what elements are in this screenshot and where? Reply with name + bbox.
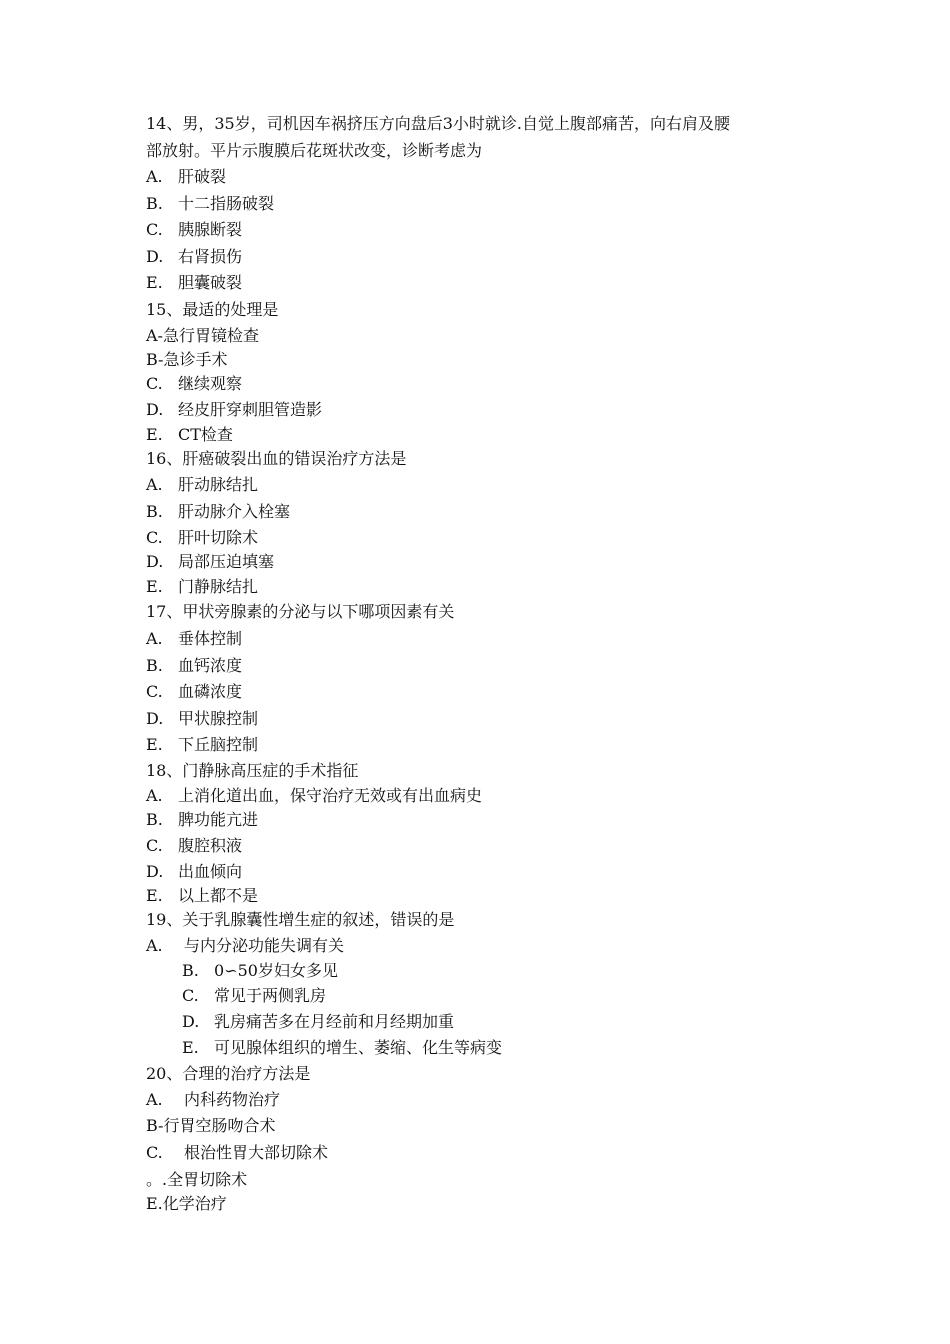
option-text: 内科药物治疗 [184,1090,281,1109]
option-letter: C. [146,682,163,701]
question-17-stem: 17、甲状旁腺素的分泌与以下哪项因素有关 [146,602,455,621]
q17-option-e [146,735,258,755]
option-letter: E. [146,886,163,905]
q18-option-a [146,786,482,806]
option-letter: E. [146,425,163,444]
q14-option-e [146,273,242,293]
option-text: 出血倾向 [178,862,243,881]
q17-option-c [146,682,242,702]
option-text: 胆囊破裂 [178,273,243,292]
option-text: 门静脉结扎 [178,577,259,596]
q15-option-b: B-急诊手术 [146,350,228,369]
question-14-stem-line1: 14、男，35岁，司机因车祸挤压方向盘后3小时就诊.自觉上腹部痛苦，向右肩及腰 [146,114,730,133]
option-letter: D. [182,1012,200,1031]
option-text: 以上都不是 [178,886,259,905]
q16-option-b [146,502,290,522]
q20-option-c [146,1143,328,1163]
option-letter: A. [146,629,163,648]
option-letter: E. [182,1038,199,1057]
option-text: 下丘脑控制 [178,735,259,754]
option-text: 垂体控制 [178,629,243,648]
option-letter: B. [146,502,163,521]
q18-option-e [146,886,258,906]
q19-option-d [182,1012,454,1032]
option-letter: D. [146,247,164,266]
option-text: 肝叶切除术 [178,528,259,547]
question-18-stem: 18、门静脉高压症的手术指征 [146,761,359,780]
option-letter: D. [146,709,164,728]
option-letter: A. [146,475,163,494]
option-letter: B. [182,961,199,980]
option-text: 脾功能亢进 [178,810,259,829]
option-text: 与内分泌功能失调有关 [184,936,345,955]
q15-option-e [146,425,233,445]
option-text: 上消化道出血，保守治疗无效或有出血病史 [178,786,483,805]
q19-option-a [146,936,344,956]
option-letter: A. [146,1090,163,1109]
option-text: 乳房痛苦多在月经前和月经期加重 [214,1012,455,1031]
option-text: 根治性胃大部切除术 [184,1143,329,1162]
q16-option-a [146,475,258,495]
option-letter: E. [146,577,163,596]
option-letter: E. [146,735,163,754]
option-letter: C. [146,528,163,547]
q17-option-a [146,629,242,649]
option-letter: E. [146,273,163,292]
question-15-stem: 15、最适的处理是 [146,300,279,319]
option-letter: B. [146,656,163,675]
q19-option-e [182,1038,502,1058]
q17-option-d [146,709,258,729]
question-16-stem: 16、肝癌破裂出血的错误治疗方法是 [146,449,407,468]
q19-option-b [182,961,338,981]
question-19-stem: 19、关于乳腺囊性增生症的叙述，错误的是 [146,910,455,929]
option-text: 继续观察 [178,374,243,393]
option-letter: D. [146,552,164,571]
option-letter: C. [146,1143,163,1162]
option-letter: A. [146,936,163,955]
option-text: 肝破裂 [178,167,227,186]
option-letter: C. [146,374,163,393]
q20-option-a [146,1090,280,1110]
q14-option-b [146,194,274,214]
q14-option-d [146,247,242,267]
option-text: CT检查 [178,425,233,444]
option-letter: C. [182,986,199,1005]
option-text: 十二指肠破裂 [178,194,275,213]
q18-option-c [146,836,242,856]
question-14-stem-line2: 部放射。平片示腹膜后花斑状改变，诊断考虑为 [146,141,483,160]
option-letter: B. [146,194,163,213]
option-text: 局部压迫填塞 [178,552,275,571]
option-letter: D. [146,400,164,419]
option-text: 右肾损伤 [178,247,243,266]
q16-option-c [146,528,258,548]
option-letter: D. [146,862,164,881]
option-letter: A. [146,167,163,186]
q20-option-d: 。.全胃切除术 [146,1170,248,1189]
option-letter: C. [146,220,163,239]
q14-option-c [146,220,242,240]
q16-option-d [146,552,274,572]
q14-option-a [146,167,226,187]
option-text: 血钙浓度 [178,656,243,675]
option-text: 肝动脉结扎 [178,475,259,494]
q15-option-d [146,400,322,420]
option-text: 经皮肝穿刺胆管造影 [178,400,323,419]
q15-option-a: A-急行胃镜检查 [146,326,259,345]
option-text: 常见于两侧乳房 [214,986,327,1005]
option-text: 腹腔积液 [178,836,243,855]
q19-option-c [182,986,326,1006]
question-20-stem: 20、合理的治疗方法是 [146,1064,311,1083]
q18-option-d [146,862,242,882]
q20-option-e: E.化学治疗 [146,1194,227,1213]
option-text: 甲状腺控制 [178,709,259,728]
q18-option-b [146,810,258,830]
option-letter: C. [146,836,163,855]
q17-option-b [146,656,242,676]
q16-option-e [146,577,258,597]
option-text: 肝动脉介入栓塞 [178,502,291,521]
option-text: 血磷浓度 [178,682,243,701]
option-text: 可见腺体组织的增生、萎缩、化生等病变 [214,1038,503,1057]
option-letter: A. [146,786,163,805]
option-text: 0∽50岁妇女多见 [214,961,338,980]
q15-option-c [146,374,242,394]
option-letter: B. [146,810,163,829]
option-text: 胰腺断裂 [178,220,243,239]
q20-option-b: B-行胃空肠吻合术 [146,1116,276,1135]
